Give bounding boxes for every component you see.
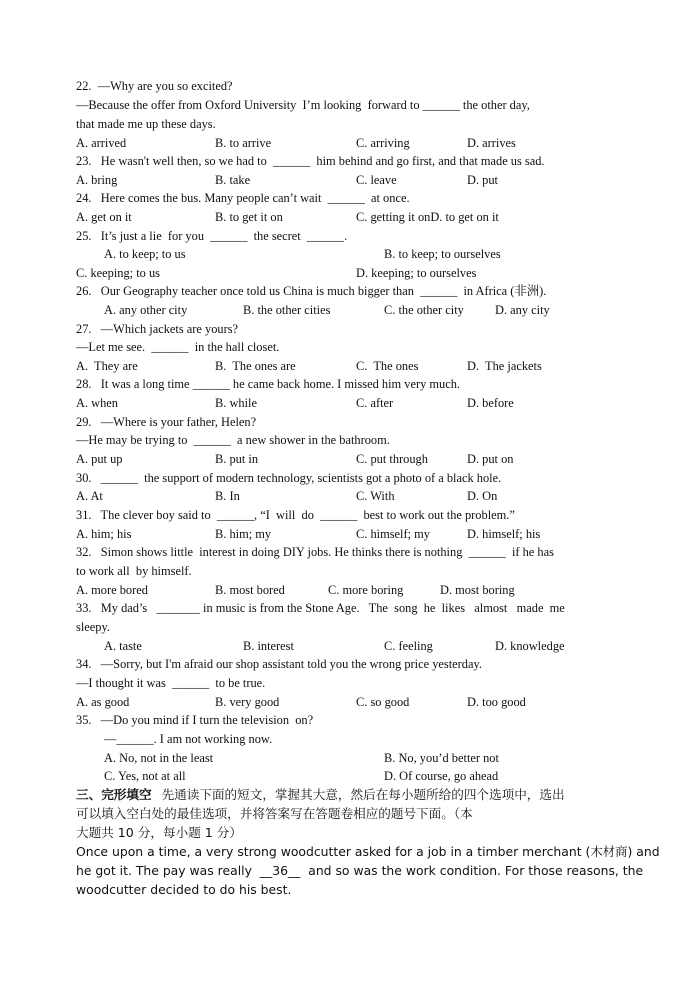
q28-option-b: B. while: [215, 396, 257, 410]
q29-option-d: D. put on: [467, 452, 514, 466]
q34-option-b: B. very good: [215, 695, 280, 709]
section3-instruction-line3: 大题共 10 分，每小题 1 分）: [76, 825, 242, 840]
q24-stem: 24. Here comes the bus. Many people can’t wait ______ at once.: [76, 191, 410, 205]
q31-option-a: A. him; his: [76, 527, 132, 541]
q35-option-d: D. Of course, go ahead: [384, 769, 499, 783]
q29-line2: —He may be trying to ______ a new shower in the bathroom.: [76, 433, 390, 447]
q33-option-a: A. taste: [104, 639, 142, 653]
q30-option-c: C. With: [356, 489, 395, 503]
q23-option-d: D. put: [467, 173, 498, 187]
q27-option-c: C. The ones: [356, 359, 419, 373]
section3-heading: 三、完形填空: [76, 787, 152, 802]
q34-line2: —I thought it was ______ to be true.: [76, 676, 266, 690]
q28-option-a: A. when: [76, 396, 118, 410]
q28-stem: 28. It was a long time ______ he came back home. I missed him very much.: [76, 377, 461, 391]
q32-option-d: D. most boring: [440, 583, 515, 597]
q35-option-a: A. No, not in the least: [104, 751, 214, 765]
q22-line3: that made me up these days.: [76, 117, 216, 131]
section3-instruction-text1: 先通读下面的短文，掌握其大意，然后在每小题所给的四个选项中，选出: [161, 787, 565, 802]
q32-line2: to work all by himself.: [76, 564, 192, 578]
q22-option-d: D. arrives: [467, 136, 516, 150]
q27-option-a: A. They are: [76, 359, 138, 373]
q33-option-c: C. feeling: [384, 639, 433, 653]
q23-option-b: B. take: [215, 173, 251, 187]
q35-option-c: C. Yes, not at all: [104, 769, 186, 783]
q31-option-c: C. himself; my: [356, 527, 430, 541]
q23-option-c: C. leave: [356, 173, 397, 187]
q30-option-b: B. In: [215, 489, 240, 503]
q23-option-a: A. bring: [76, 173, 118, 187]
q25-option-a: A. to keep; to us: [104, 247, 186, 261]
q26-option-d: D. any city: [495, 303, 550, 317]
q24-option-cd: C. getting it onD. to get on it: [356, 210, 499, 224]
q33-option-d: D. knowledge: [495, 639, 565, 653]
q25-stem: 25. It’s just a lie for you ______ the secret ______.: [76, 229, 348, 243]
q29-option-a: A. put up: [76, 452, 123, 466]
q23-stem: 23. He wasn't well then, so we had to ______ him behind and go first, and that made us sad.: [76, 154, 545, 168]
q31-option-b: B. him; my: [215, 527, 272, 541]
q22-option-a: A. arrived: [76, 136, 127, 150]
q35-line2: —______. I am not working now.: [104, 732, 273, 746]
q24-option-a: A. get on it: [76, 210, 132, 224]
q26-stem: 26. Our Geography teacher once told us China is much bigger than ______ in Africa (非洲).: [76, 284, 547, 298]
q31-option-d: D. himself; his: [467, 527, 541, 541]
q26-option-a: A. any other city: [104, 303, 188, 317]
passage-line1: Once upon a time, a very strong woodcutter asked for a job in a timber merchant (木材商) and: [76, 844, 660, 859]
q27-option-b: B. The ones are: [215, 359, 296, 373]
q22-option-c: C. arriving: [356, 136, 410, 150]
q34-option-d: D. too good: [467, 695, 526, 709]
q22-option-b: B. to arrive: [215, 136, 272, 150]
q34-option-c: C. so good: [356, 695, 410, 709]
q35-stem: 35. —Do you mind if I turn the television on?: [76, 713, 314, 727]
q34-stem: 34. —Sorry, but I'm afraid our shop assistant told you the wrong price yesterday.: [76, 657, 482, 671]
q27-line2: —Let me see. ______ in the hall closet.: [76, 340, 280, 354]
q25-option-b: B. to keep; to ourselves: [384, 247, 501, 261]
q26-option-c: C. the other city: [384, 303, 464, 317]
passage-line3: woodcutter decided to do his best.: [76, 882, 292, 897]
q31-stem: 31. The clever boy said to ______, “I will do ______ best to work out the problem.”: [76, 508, 515, 522]
q29-option-b: B. put in: [215, 452, 259, 466]
q29-stem: 29. —Where is your father, Helen?: [76, 415, 257, 429]
q28-option-d: D. before: [467, 396, 514, 410]
q34-option-a: A. as good: [76, 695, 130, 709]
q33-stem: 33. My dad’s _______ in music is from the Stone Age. The song he likes almost made me: [76, 601, 565, 615]
q25-option-c: C. keeping; to us: [76, 266, 160, 280]
q27-stem: 27. —Which jackets are yours?: [76, 322, 239, 336]
q24-option-b: B. to get it on: [215, 210, 283, 224]
q30-stem: 30. ______ the support of modern technology, scientists got a photo of a black hole.: [76, 471, 502, 485]
q22-stem: 22. —Why are you so excited?: [76, 79, 233, 93]
q30-option-d: D. On: [467, 489, 498, 503]
q30-option-a: A. At: [76, 489, 103, 503]
q28-option-c: C. after: [356, 396, 394, 410]
q26-option-b: B. the other cities: [243, 303, 331, 317]
passage-line2: he got it. The pay was really __36__ and so was the work condition. For those reasons, the: [76, 863, 644, 878]
q32-option-c: C. more boring: [328, 583, 404, 597]
q33-option-b: B. interest: [243, 639, 294, 653]
section3-instruction-line1: [76, 786, 565, 804]
q22-line2: —Because the offer from Oxford University I’m looking forward to ______ the other day,: [76, 98, 530, 112]
q27-option-d: D. The jackets: [467, 359, 542, 373]
q25-option-d: D. keeping; to ourselves: [356, 266, 477, 280]
q29-option-c: C. put through: [356, 452, 428, 466]
q32-option-a: A. more bored: [76, 583, 148, 597]
q32-option-b: B. most bored: [215, 583, 285, 597]
q33-line2: sleepy.: [76, 620, 110, 634]
q32-stem: 32. Simon shows little interest in doing DIY jobs. He thinks there is nothing ______ if he has: [76, 545, 554, 559]
section3-instruction-line2: 可以填入空白处的最佳选项，并将答案写在答题卷相应的题号下面。（本: [76, 806, 473, 821]
q35-option-b: B. No, you’d better not: [384, 751, 499, 765]
